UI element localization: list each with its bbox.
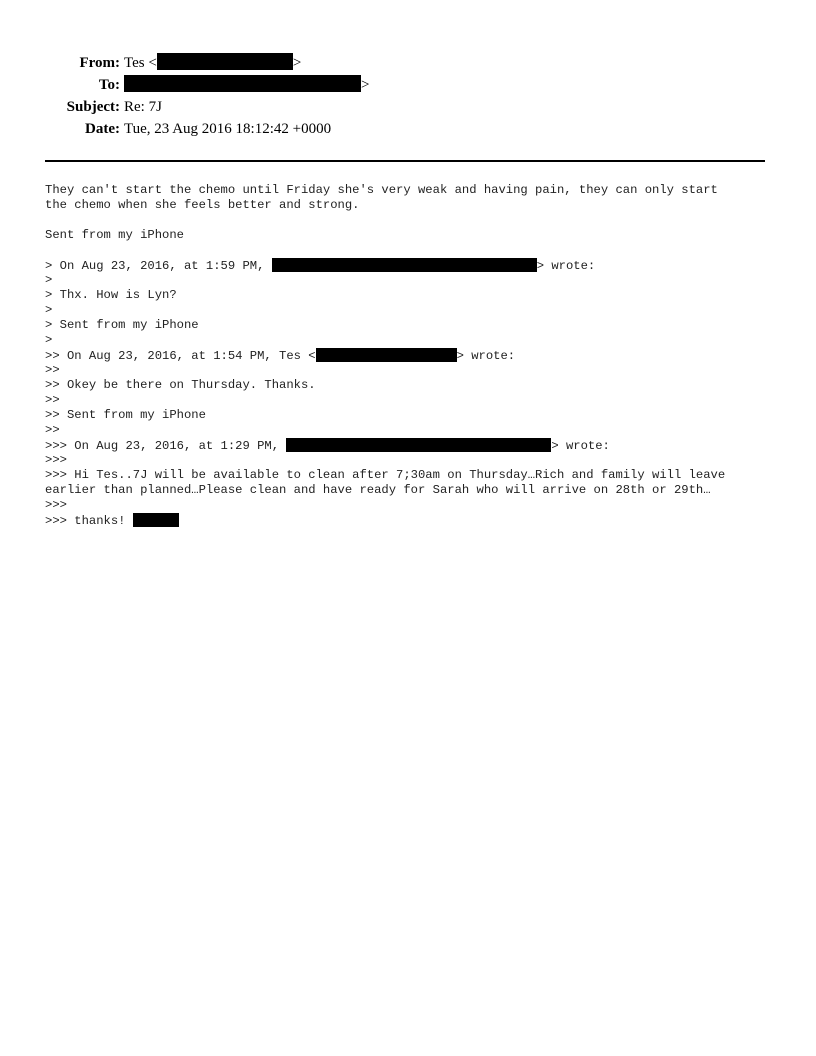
to-close: > xyxy=(361,77,370,93)
quote-intro-line xyxy=(45,438,775,453)
quote-intro-wrote: > wrote: xyxy=(551,439,610,453)
email-body xyxy=(45,183,775,528)
quote-line: >> xyxy=(45,363,60,377)
from-name: Tes < xyxy=(124,55,157,71)
quote-line: > xyxy=(45,273,53,287)
redacted-sender xyxy=(316,348,457,362)
quote-line: >> Okey be there on Thursday. Thanks. xyxy=(45,378,316,392)
body-line: They can't start the chemo until Friday she's very weak and having pain, they can only start xyxy=(45,183,718,197)
blank-line xyxy=(45,213,775,228)
quote-line: >> Sent from my iPhone xyxy=(45,408,206,422)
email-header xyxy=(0,52,816,140)
redacted-sender xyxy=(286,438,551,452)
quote-intro-line xyxy=(45,258,775,273)
from-close: > xyxy=(292,55,302,71)
date-value: Tue, 23 Aug 2016 18:12:42 +0000 xyxy=(124,121,332,137)
quote-intro-wrote: > wrote: xyxy=(456,349,516,363)
subject-label: Subject: xyxy=(66,99,120,115)
to-value xyxy=(124,74,369,96)
thanks-text: >>> thanks! xyxy=(45,514,133,528)
from-row xyxy=(0,52,816,74)
quote-line xyxy=(45,513,775,528)
date-row xyxy=(0,118,816,140)
quote-line: > xyxy=(45,333,53,347)
from-label: From: xyxy=(79,55,120,71)
header-divider xyxy=(45,160,765,162)
redacted-from-address xyxy=(157,53,293,70)
quote-line: earlier than planned…Please clean and have ready for Sarah who will arrive on 28th or 29th… xyxy=(45,483,711,497)
quote-line: > xyxy=(45,303,53,317)
to-row xyxy=(0,74,816,96)
redacted-name xyxy=(133,513,179,527)
quote-line: > Sent from my iPhone xyxy=(45,318,199,332)
quote-line: >>> xyxy=(45,453,67,467)
quote-intro-line xyxy=(45,348,775,363)
quote-intro-wrote: > wrote: xyxy=(536,259,596,273)
subject-row xyxy=(0,96,816,118)
quote-line: > Thx. How is Lyn? xyxy=(45,288,177,302)
quote-intro-text: >>> On Aug 23, 2016, at 1:29 PM, xyxy=(45,439,287,453)
redacted-to-address xyxy=(124,75,361,92)
date-label: Date: xyxy=(85,121,120,137)
quote-line: >>> Hi Tes..7J will be available to clean after 7;30am on Thursday…Rich and family will leave xyxy=(45,468,726,482)
redacted-sender xyxy=(272,258,537,272)
from-value xyxy=(124,52,301,74)
body-line: the chemo when she feels better and strong. xyxy=(45,198,360,212)
quote-intro-text: > On Aug 23, 2016, at 1:59 PM, xyxy=(45,259,272,273)
quote-intro-text: >> On Aug 23, 2016, at 1:54 PM, Tes < xyxy=(45,349,316,363)
to-label: To: xyxy=(98,77,120,93)
quote-line: >> xyxy=(45,423,60,437)
blank-line xyxy=(45,243,775,258)
quote-line: >> xyxy=(45,393,60,407)
signature-line: Sent from my iPhone xyxy=(45,228,184,242)
subject-value: Re: 7J xyxy=(124,99,162,115)
quote-line: >>> xyxy=(45,498,67,512)
